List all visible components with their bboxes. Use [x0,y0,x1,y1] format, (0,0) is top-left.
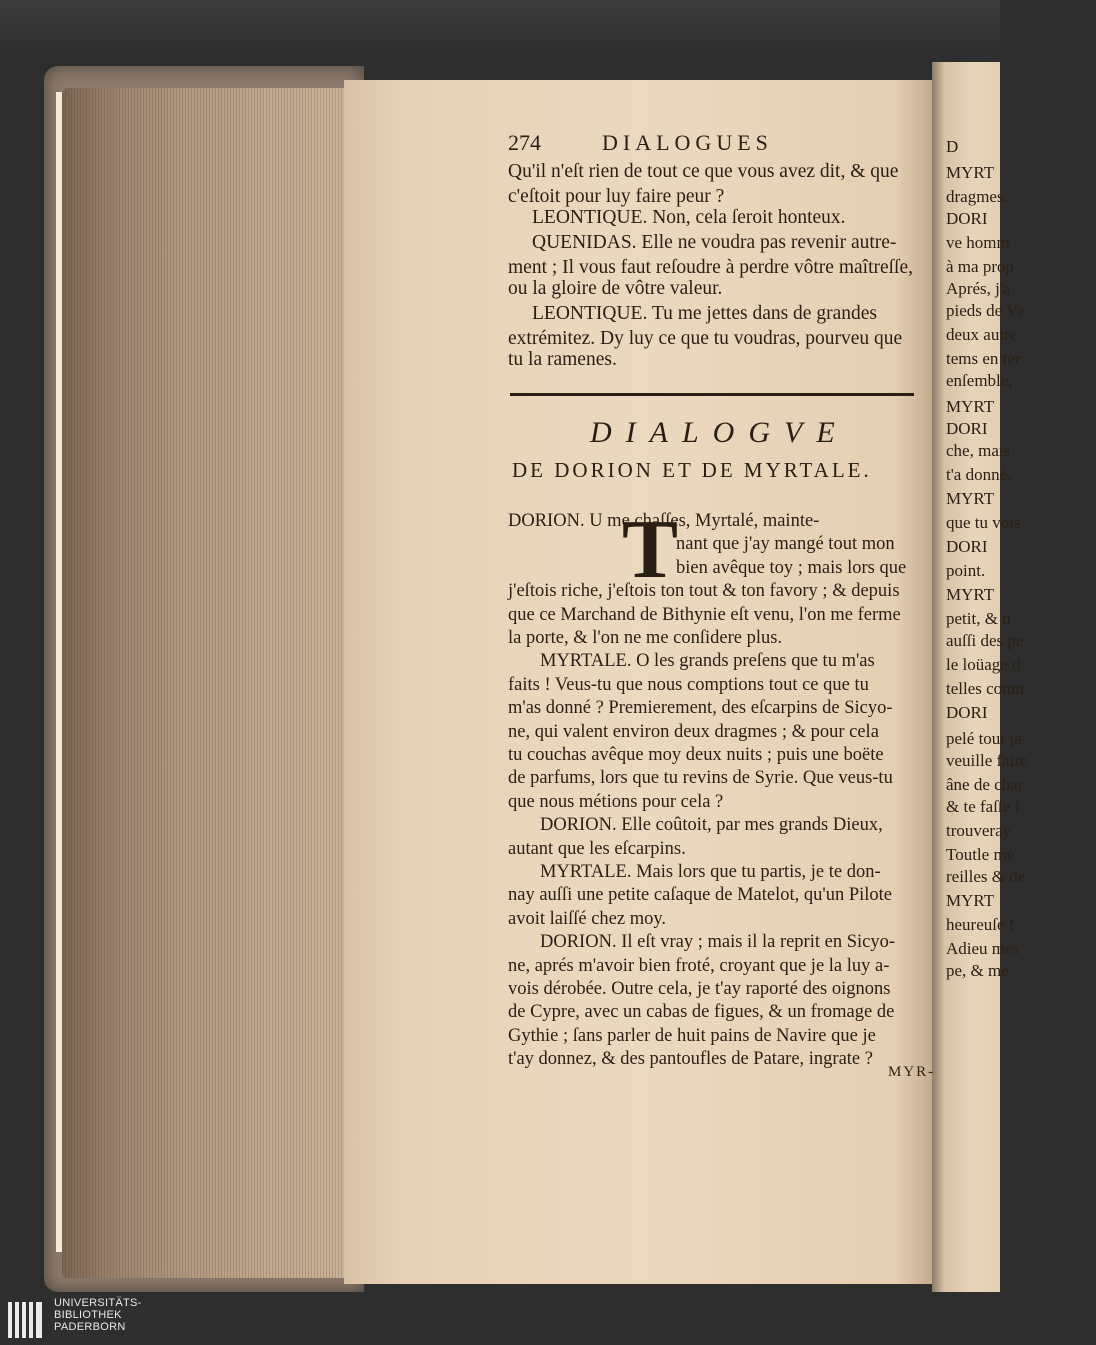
page-header [508,130,938,160]
text-line: m'as donné ? Premierement, des eſcarpins de Sicyo- [508,698,893,718]
facing-text-line: DORI [946,419,988,438]
text-line: LEONTIQUE. Tu me jettes dans de grandes [532,303,877,324]
text-line: tu la ramenes. [508,349,617,370]
facing-text-line: reilles & de [946,867,1026,886]
dialogue-subheading: DE DORION ET DE MYRTALE. [512,458,872,482]
facing-text-line: MYRT [946,489,995,508]
text-line: j'eſtois riche, j'eſtois ton tout & ton favory ; & depuis [508,581,900,601]
facing-text-line: MYRT [946,397,995,416]
facing-text-line: dragmes. [946,187,1008,206]
text-line: de Cypre, avec un cabas de figues, & un fromage de [508,1002,895,1022]
library-logo-icon [8,1302,48,1338]
text-line: MYRTALE. O les grands preſens que tu m'as [540,651,875,671]
text-line: DORION. Elle coûtoit, par mes grands Dieux, [540,815,883,835]
facing-text-line: petit, & n [946,609,1011,628]
facing-text-line: pieds de Ve [946,301,1025,320]
drop-cap: T [622,503,679,596]
facing-text-line: heureuſe ! [946,915,1015,934]
library-logo-text [54,1297,142,1333]
text-line: QUENIDAS. Elle ne voudra pas revenir autre- [532,232,897,253]
facing-text-line: âne de char [946,775,1024,794]
facing-text-line: tems en ter [946,349,1021,368]
text-line: c'eſtoit pour luy faire peur ? [508,186,725,207]
catchword: MYR- [888,1064,936,1080]
text-line: bien avêque toy ; mais lors que [676,558,907,578]
logo-line: UNIVERSITÄTS- [54,1297,142,1309]
text-line: ou la gloire de vôtre valeur. [508,278,723,299]
text-line: nay auſſi une petite caſaque de Matelot, qu'un Pilote [508,885,893,905]
facing-text-line: t'a donné. [946,465,1012,484]
facing-text-line: DORI [946,703,988,722]
facing-text-line: telles comn [946,679,1024,698]
text-line: de parfums, lors que tu revins de Syrie. Que veus-tu [508,768,893,788]
text-line: t'ay donnez, & des pantoufles de Patare, ingrate ? [508,1049,873,1069]
facing-text-line: le loüage d [946,655,1021,674]
facing-text-line: auſſi des pe [946,631,1024,650]
facing-text-line: deux autre [946,325,1018,344]
facing-text-line: MYRT [946,891,995,910]
text-line: extrémitez. Dy luy ce que tu voudras, pourveu que [508,328,903,349]
text-line: la porte, & l'on ne me conſidere plus. [508,628,783,648]
facing-text-line: veuille faire [946,751,1028,770]
running-title: DIALOGUES [602,130,773,155]
facing-text-line: pelé tout ja [946,729,1022,748]
text-line: ne, qui valent environ deux dragmes ; & pour cela [508,722,879,742]
text-line: faits ! Veus-tu que nous comptions tout ce que tu [508,675,869,695]
text-line: Qu'il n'eſt rien de tout ce que vous avez dit, & que [508,161,899,182]
text-line: ment ; Il vous faut reſoudre à perdre vôtre maîtreſſe, [508,257,914,278]
facing-text-line: pe, & me [946,961,1009,980]
logo-line: PADERBORN [54,1321,126,1333]
page-number: 274 [508,130,541,155]
dialogue-heading: DIALOGVE [590,416,849,449]
facing-text-line: Aprés, j'a [946,279,1011,298]
facing-text-line: che, mais [946,441,1011,460]
facing-text-line: Toutle me [946,845,1015,864]
text-line: avoit laiſſé chez moy. [508,909,667,929]
facing-text-line: DORI [946,537,988,556]
facing-text-line: MYRT [946,585,995,604]
section-divider [510,393,914,396]
footer [0,1294,1000,1345]
facing-text-line: & te faſſe I [946,797,1021,816]
text-line: vois dérobée. Outre cela, je t'ay raporté des oignons [508,979,891,999]
facing-text-line: MYRT [946,163,995,182]
logo-line: BIBLIOTHEK [54,1309,122,1321]
text-line: autant que les eſcarpins. [508,839,686,859]
text-line: que ce Marchand de Bithynie eſt venu, l'on me ferme [508,605,901,625]
text-line: Gythie ; ſans parler de huit pains de Navire que je [508,1026,876,1046]
facing-text-line: trouveray [946,821,1012,840]
scan-backdrop [0,0,1000,70]
facing-text-line: enſemble, [946,371,1013,390]
text-line: DORION. Il eſt vray ; mais il la reprit en Sicyo- [540,932,896,952]
facing-text-line: que tu vois [946,513,1021,532]
facing-text-line: Adieu mes [946,939,1020,958]
facing-text-line: D [946,137,959,156]
facing-text-line: DORI [946,209,988,228]
page-edges [62,88,362,1278]
facing-text-line: à ma prop [946,257,1014,276]
text-line: que nous métions pour cela ? [508,792,724,812]
text-line: MYRTALE. Mais lors que tu partis, je te don- [540,862,881,882]
text-line: LEONTIQUE. Non, cela ſeroit honteux. [532,207,846,228]
text-line: ne, aprés m'avoir bien froté, croyant que je la luy a- [508,956,890,976]
facing-text-line: point. [946,561,986,580]
text-line: DORION. U me chaſſes, Myrtalé, mainte- [508,511,820,531]
facing-text-line: ve homm [946,233,1010,252]
text-line: tu couchas avêque moy deux nuits ; puis une boëte [508,745,884,765]
text-line: nant que j'ay mangé tout mon [676,534,895,554]
